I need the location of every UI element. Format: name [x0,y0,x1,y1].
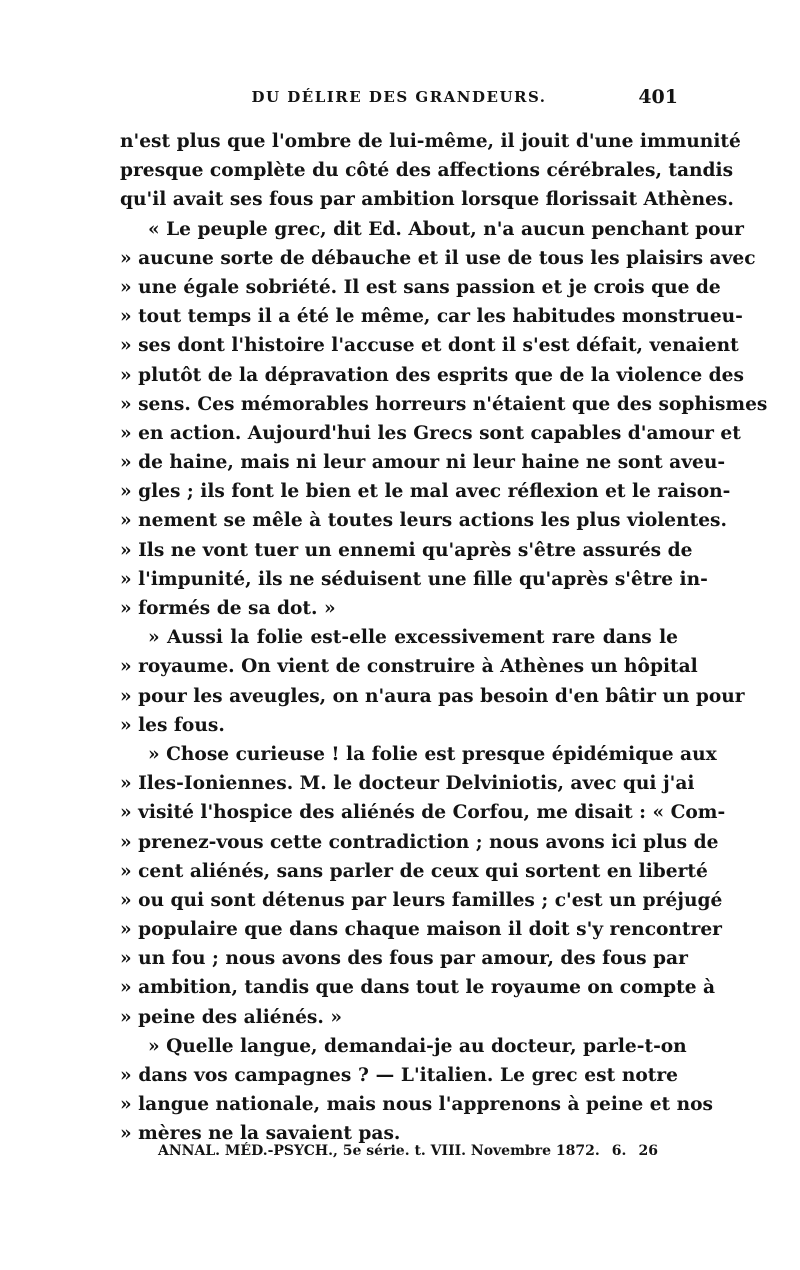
page-header [120,88,678,118]
text-line: » formés de sa dot. » [120,598,336,619]
text-line: » Ils ne vont tuer un ennemi qu'après s'être assurés de [120,539,693,561]
text-line: » nement se mêle à toutes leurs actions les plus violentes. [120,510,727,532]
text-line: » prenez-vous cette contradiction ; nous avons ici plus de [120,831,719,853]
text-line: » aucune sorte de débauche et il use de tous les plaisirs avec [120,247,756,269]
text-line: qu'il avait ses fous par ambition lorsque florissait Athènes. [120,189,734,211]
sheet-number: 26 [638,1143,658,1159]
text-line: » visité l'hospice des aliénés de Corfou, me disait : « Com- [120,802,726,824]
text-line: » royaume. On vient de construire à Athènes un hôpital [120,656,698,678]
text-line: » sens. Ces mémorables horreurs n'étaient que des sophismes [120,393,768,415]
text-line: n'est plus que l'ombre de lui-même, il jouit d'une immunité [120,131,741,152]
text-line: » cent aliénés, sans parler de ceux qui sortent en liberté [120,860,708,882]
text-line: » un fou ; nous avons des fous par amour, des fous par [120,948,688,970]
text-line: » peine des aliénés. » [120,1006,342,1028]
text-line: » langue nationale, mais nous l'apprenons à peine et nos [120,1094,714,1116]
signature-number: 6. [611,1143,627,1159]
text-line: » populaire que dans chaque maison il doit s'y rencontrer [120,919,722,941]
footer-citation: ANNAL. MÉD.-PSYCH., 5e série. t. VIII. Novembre 1872. [158,1143,600,1159]
text-line: » mères ne la savaient pas. [120,1123,401,1145]
text-line: » Quelle langue, demandai-je au docteur, parle-t-on [148,1035,687,1057]
text-line: » Chose curieuse ! la folie est presque épidémique aux [148,743,717,765]
text-line: presque complète du côté des affections cérébrales, tandis [120,160,734,182]
text-line: » de haine, mais ni leur amour ni leur haine ne sont aveu- [120,452,726,474]
body-text [120,127,768,1149]
running-head: DU DÉLIRE DES GRANDEURS. [251,88,547,106]
text-line: » dans vos campagnes ? — L'italien. Le grec est notre [120,1065,678,1086]
text-line: » ou qui sont détenus par leurs familles ; c'est un préjugé [120,889,723,911]
text-line: « Le peuple grec, dit Ed. About, n'a aucun penchant pour [148,218,744,240]
text-line: » tout temps il a été le même, car les habitudes monstrueu- [120,306,743,328]
text-line: » l'impunité, ils ne séduisent une fille qu'après s'être in- [120,568,708,590]
text-line: » Iles-Ioniennes. M. le docteur Delviniotis, avec qui j'ai [120,773,695,795]
page-footer [158,1143,658,1159]
text-line: » une égale sobriété. Il est sans passion et je crois que de [120,276,721,298]
text-line: » plutôt de la dépravation des esprits que de la violence des [120,364,744,386]
text-line: » les fous. [120,714,225,736]
text-line: » Aussi la folie est-elle excessivement rare dans le [148,627,678,649]
text-line: » ses dont l'histoire l'accuse et dont il s'est défait, venaient [120,335,739,357]
page-number: 401 [638,86,678,108]
text-line: » ambition, tandis que dans tout le royaume on compte à [120,977,716,999]
text-line: » en action. Aujourd'hui les Grecs sont capables d'amour et [120,422,741,444]
text-line: » gles ; ils font le bien et le mal avec réflexion et le raison- [120,481,731,503]
text-line: » pour les aveugles, on n'aura pas besoin d'en bâtir un pour [120,685,745,707]
